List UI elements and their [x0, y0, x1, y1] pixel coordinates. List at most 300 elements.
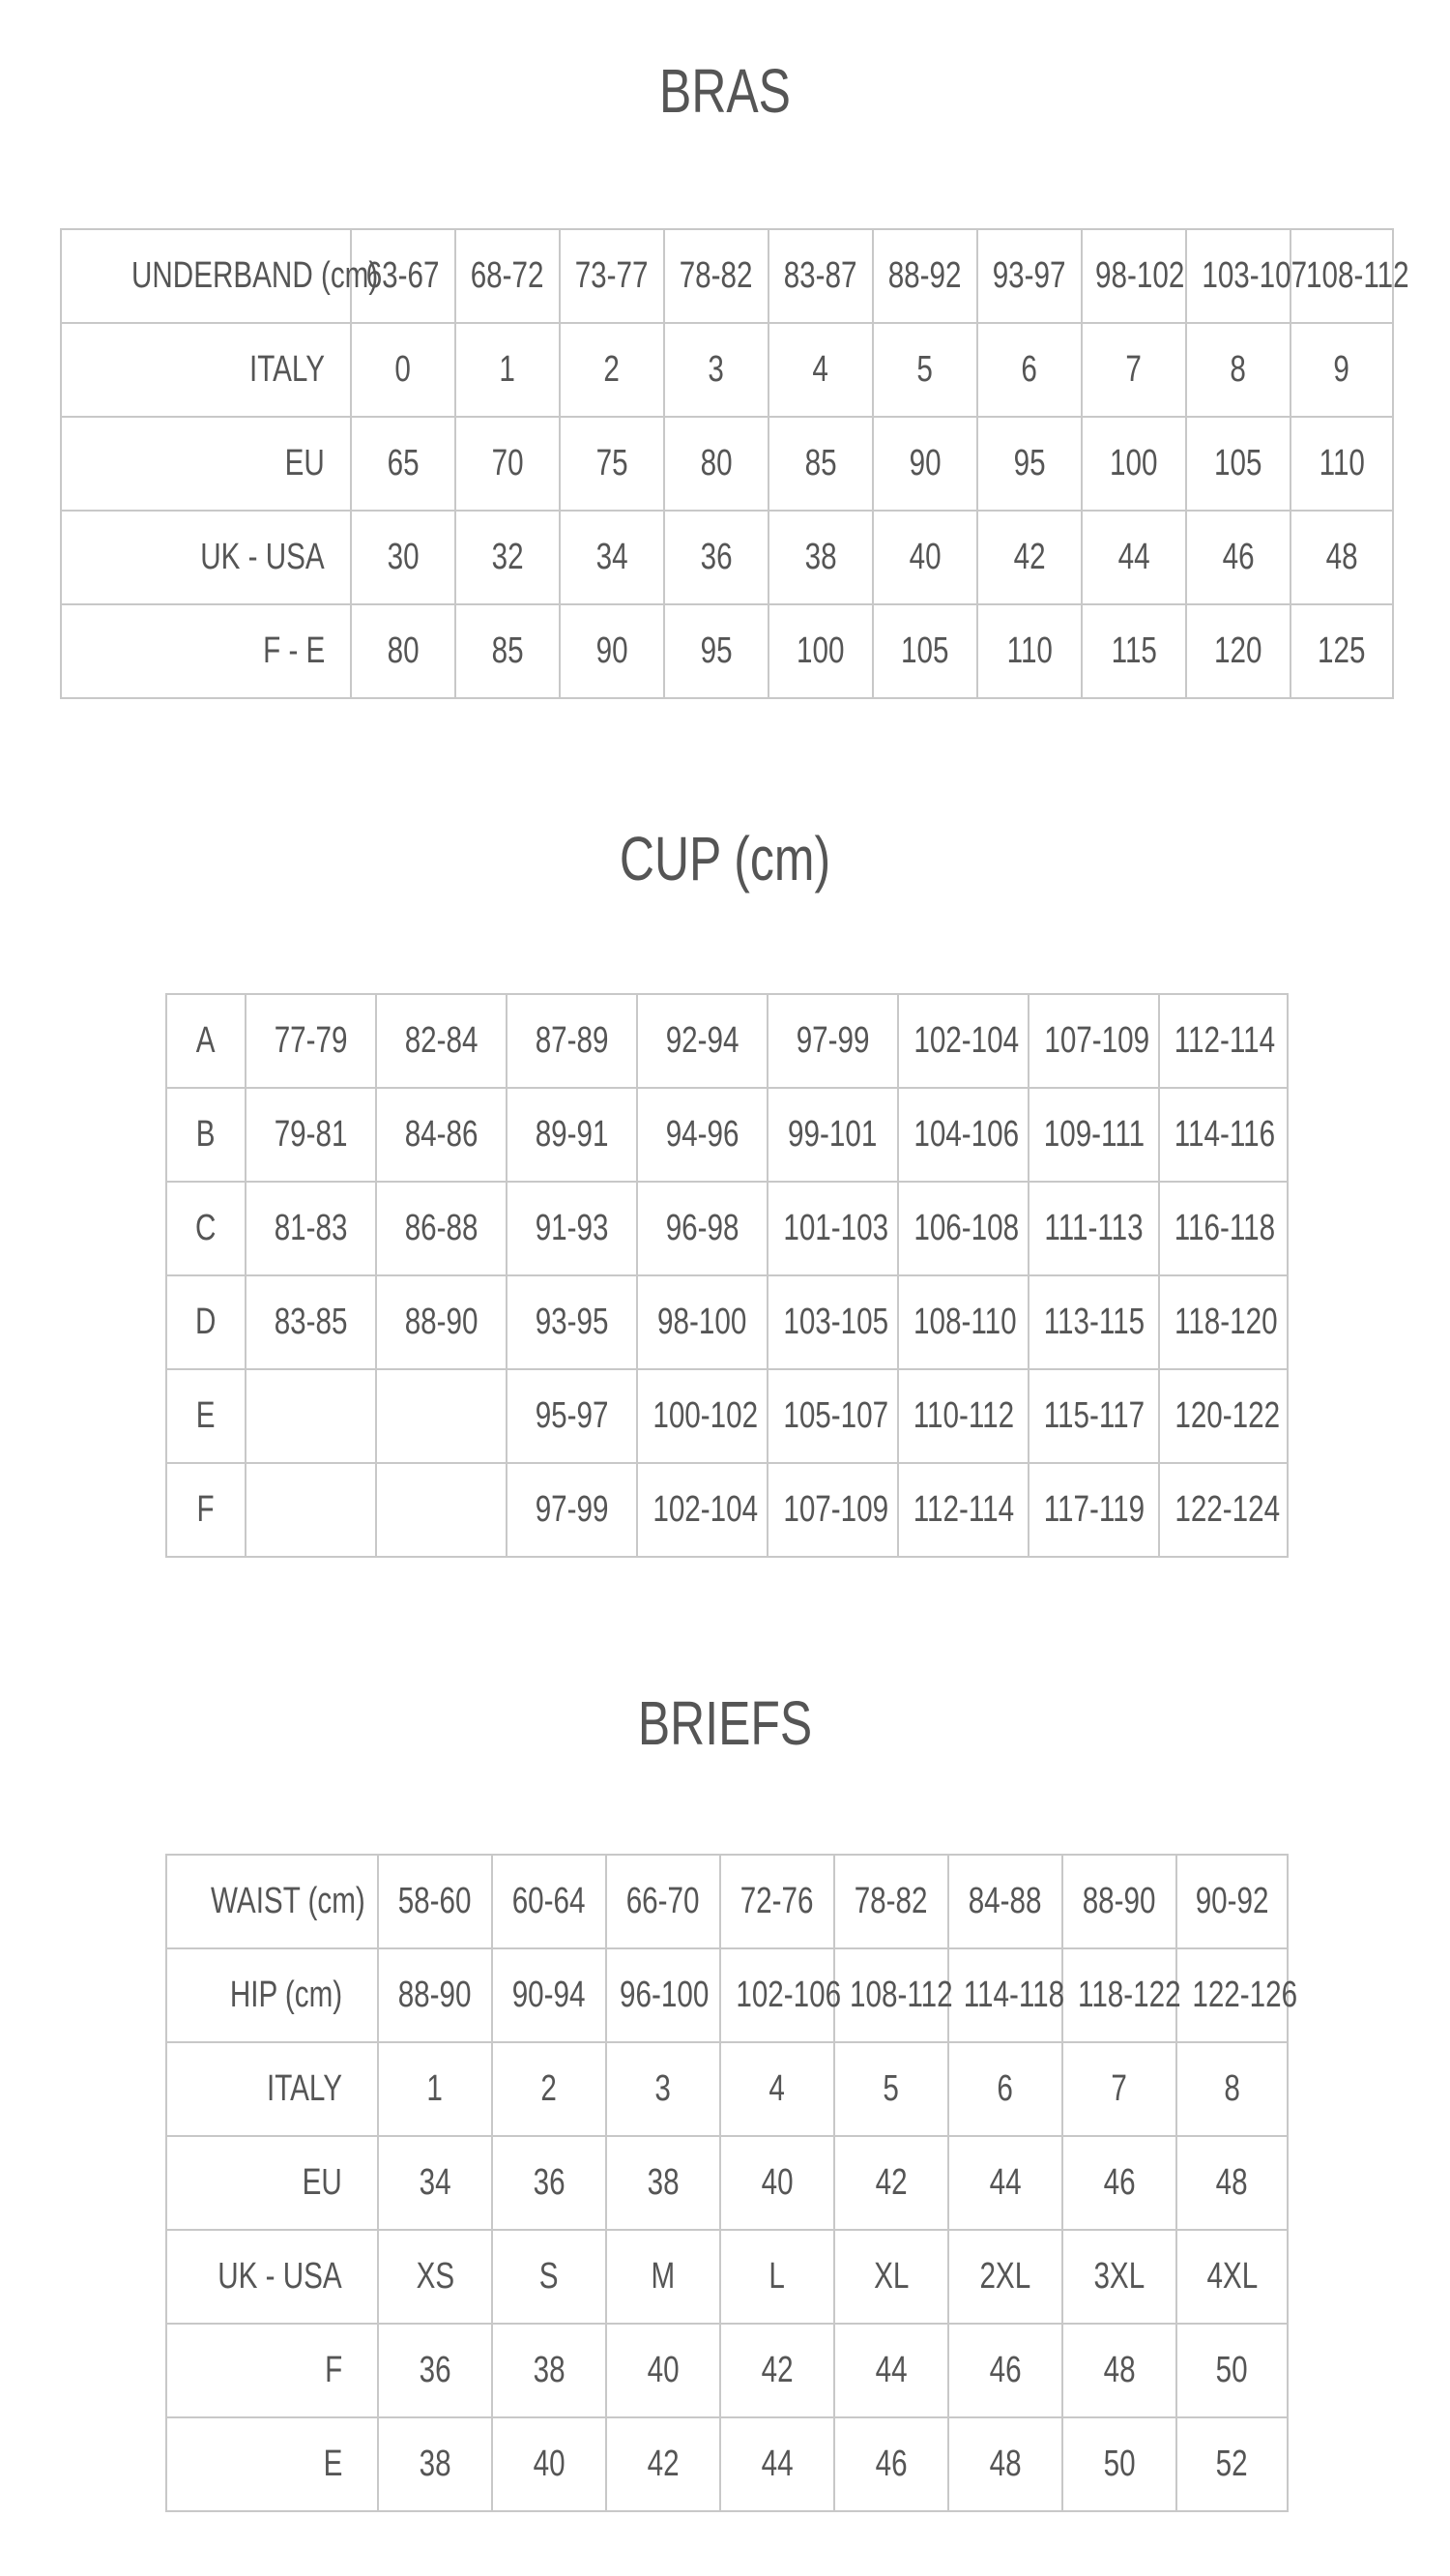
row-label: [166, 1369, 246, 1463]
table-cell-value: 50: [1103, 2444, 1136, 2484]
table-cell: [246, 1463, 376, 1557]
briefs-size-table: [165, 1854, 1298, 2512]
table-cell-value: 3: [654, 2068, 672, 2109]
table-cell-value: 111-113: [1044, 1208, 1144, 1248]
table-cell-value: 100-102: [652, 1395, 759, 1436]
table-cell-value: 80: [387, 630, 420, 671]
table-cell: [560, 604, 664, 698]
table-cell: [378, 1948, 492, 2042]
table-cell-value: 81-83: [274, 1208, 348, 1248]
table-cell-value: 63-67: [366, 255, 440, 296]
table-cell-value: 46: [1222, 537, 1255, 577]
table-cell: [664, 604, 768, 698]
table-cell: [1176, 1948, 1298, 2042]
table-cell: [898, 1088, 1029, 1182]
table-row: [166, 1855, 1288, 1948]
table-cell-value: 106-108: [914, 1208, 1020, 1248]
row-label: [166, 2230, 378, 2324]
table-row: [61, 417, 1393, 511]
table-row: [61, 604, 1393, 698]
table-cell: [492, 2136, 606, 2230]
table-cell: [977, 323, 1082, 417]
table-row: [166, 1463, 1288, 1557]
table-cell-value: 88-92: [888, 255, 962, 296]
table-cell: [1176, 2136, 1288, 2230]
table-cell-value: 34: [419, 2162, 451, 2203]
table-cell: [1159, 994, 1288, 1088]
table-cell-value: 46: [989, 2350, 1022, 2390]
table-cell: [1062, 2136, 1176, 2230]
table-cell: [1176, 2230, 1288, 2324]
table-cell-value: 84-86: [404, 1114, 478, 1155]
table-cell-value: 82-84: [404, 1020, 478, 1061]
table-cell-value: 86-88: [404, 1208, 478, 1248]
row-label: [61, 229, 379, 323]
table-row: [166, 1088, 1288, 1182]
table-cell: [376, 1369, 507, 1463]
table-cell-value: 101-103: [783, 1208, 889, 1248]
table-cell-value: 105: [1214, 443, 1262, 483]
table-cell: [1159, 1369, 1288, 1463]
table-cell: [1082, 417, 1186, 511]
table-cell: [898, 1369, 1029, 1463]
table-cell: [898, 1463, 1029, 1557]
table-cell: [560, 511, 664, 604]
table-cell: [768, 1275, 898, 1369]
table-cell: [664, 511, 768, 604]
table-cell-value: 109-111: [1043, 1114, 1146, 1155]
table-cell: [720, 2324, 834, 2417]
table-cell: [768, 1369, 898, 1463]
table-cell-value: 46: [1103, 2162, 1136, 2203]
table-cell: [720, 2136, 834, 2230]
table-cell-value: 78-82: [855, 1881, 928, 1921]
table-cell: [507, 1275, 637, 1369]
table-cell: [376, 1275, 507, 1369]
table-cell: [768, 511, 873, 604]
row-label-text: EU: [284, 443, 325, 483]
table-cell: [1290, 417, 1393, 511]
table-cell: [1290, 604, 1393, 698]
table-cell-value: 68-72: [471, 255, 544, 296]
table-cell: [720, 2230, 834, 2324]
table-cell: [720, 2417, 834, 2511]
table-cell: [898, 994, 1029, 1088]
table-cell-value: 32: [491, 537, 524, 577]
table-cell-value: 100: [797, 630, 845, 671]
table-cell-value: 8: [1224, 2068, 1240, 2109]
row-label-text: A: [196, 1020, 216, 1061]
row-label-text: B: [196, 1114, 216, 1155]
table-cell: [1062, 1948, 1181, 2042]
table-cell-value: 113-115: [1043, 1302, 1146, 1342]
briefs-title: BRIEFS: [637, 1688, 813, 1758]
table-cell-value: 107-109: [783, 1489, 889, 1530]
table-cell: [873, 604, 977, 698]
table-cell-value: 112-114: [913, 1489, 1015, 1530]
table-cell: [492, 2230, 606, 2324]
table-cell-value: 125: [1318, 630, 1366, 671]
table-cell-value: 66-70: [626, 1881, 700, 1921]
table-cell: [873, 229, 977, 323]
table-cell-value: 9: [1333, 349, 1350, 390]
row-label: [166, 1948, 378, 2042]
table-cell-value: 95-97: [535, 1395, 609, 1436]
row-label-text: UK - USA: [200, 537, 325, 577]
bras-title: BRAS: [659, 56, 791, 126]
table-cell-value: 83-87: [784, 255, 857, 296]
table-cell-value: 95: [700, 630, 733, 671]
row-label-text: C: [195, 1208, 217, 1248]
table-cell-value: 7: [1111, 2068, 1128, 2109]
row-label-text: E: [196, 1395, 216, 1436]
table-cell: [1186, 604, 1290, 698]
table-cell: [948, 2324, 1062, 2417]
table-cell: [948, 1855, 1062, 1948]
table-cell-value: 114-118: [963, 1975, 1065, 2015]
table-cell: [507, 1369, 637, 1463]
table-cell-value: 87-89: [535, 1020, 609, 1061]
row-label-text: E: [323, 2444, 342, 2484]
table-cell: [351, 511, 455, 604]
cup-title: CUP (cm): [619, 824, 831, 893]
table-cell-value: 118-120: [1174, 1302, 1278, 1342]
table-cell-value: 2: [540, 2068, 558, 2109]
table-cell-value: 90: [909, 443, 942, 483]
table-cell-value: 89-91: [535, 1114, 609, 1155]
table-cell-value: 52: [1216, 2444, 1248, 2484]
table-cell: [768, 1182, 898, 1275]
table-cell: [606, 2042, 720, 2136]
table-cell-value: 6: [997, 2068, 1014, 2109]
table-cell-value: 118-122: [1078, 1975, 1181, 2015]
table-cell-value: 38: [533, 2350, 566, 2390]
table-cell-value: 93-97: [993, 255, 1066, 296]
table-cell: [378, 2042, 492, 2136]
table-cell: [977, 511, 1082, 604]
row-label: [166, 1463, 246, 1557]
row-label-text: F - E: [262, 630, 325, 671]
table-cell-value: 108-110: [914, 1302, 1017, 1342]
table-cell: [834, 2324, 948, 2417]
table-cell: [637, 1275, 768, 1369]
bras-size-table: [60, 228, 1409, 699]
table-cell-value: 42: [761, 2350, 794, 2390]
table-cell-value: 94-96: [665, 1114, 740, 1155]
table-cell-value: 40: [533, 2444, 566, 2484]
table-row: [166, 1948, 1288, 2042]
table-cell-value: 97-99: [535, 1489, 609, 1530]
table-cell: [873, 511, 977, 604]
table-cell: [1062, 2324, 1176, 2417]
table-cell-value: 7: [1125, 349, 1143, 390]
table-cell-value: 100: [1110, 443, 1158, 483]
table-cell: [1176, 2417, 1288, 2511]
table-cell-value: 40: [909, 537, 942, 577]
cup-size-table: [165, 993, 1289, 1558]
table-cell: [1176, 2042, 1288, 2136]
table-cell-value: 58-60: [398, 1881, 472, 1921]
table-cell-value: 85: [491, 630, 524, 671]
table-cell: [637, 1369, 768, 1463]
table-row: [166, 1369, 1288, 1463]
table-cell-value: 4: [812, 349, 829, 390]
table-cell-value: XL: [873, 2256, 910, 2297]
table-cell: [376, 1088, 507, 1182]
table-cell-value: 105: [901, 630, 949, 671]
table-cell: [768, 1088, 898, 1182]
table-cell-value: 36: [419, 2350, 451, 2390]
table-cell-value: 91-93: [535, 1208, 609, 1248]
table-cell-value: 2: [603, 349, 621, 390]
table-cell: [637, 1463, 768, 1557]
table-cell: [834, 1948, 953, 2042]
table-cell-value: 80: [700, 443, 733, 483]
table-cell-value: 90-94: [512, 1975, 586, 2015]
table-cell-value: 0: [394, 349, 412, 390]
table-cell: [977, 417, 1082, 511]
table-cell-value: 2XL: [979, 2256, 1031, 2297]
row-label: [166, 1088, 246, 1182]
table-cell: [1176, 2324, 1288, 2417]
table-cell: [492, 2042, 606, 2136]
table-row: [166, 2324, 1288, 2417]
row-label-text: F: [196, 1489, 216, 1530]
table-cell: [720, 1948, 842, 2042]
row-label: [166, 1182, 246, 1275]
table-cell-value: 85: [804, 443, 837, 483]
table-cell-value: 112-114: [1174, 1020, 1276, 1061]
table-cell-value: 44: [989, 2162, 1022, 2203]
table-cell-value: 110: [1319, 443, 1365, 483]
table-cell-value: 44: [761, 2444, 794, 2484]
row-label: [166, 2324, 378, 2417]
row-label-text: UK - USA: [218, 2256, 342, 2297]
row-label-text: D: [195, 1302, 217, 1342]
row-label-text: F: [324, 2350, 342, 2390]
table-cell-value: 44: [875, 2350, 908, 2390]
table-cell: [637, 1088, 768, 1182]
table-cell: [664, 229, 768, 323]
table-cell: [560, 229, 664, 323]
table-row: [166, 1275, 1288, 1369]
table-cell-value: 38: [804, 537, 837, 577]
table-cell: [1290, 511, 1393, 604]
table-cell: [378, 2230, 492, 2324]
table-cell: [1290, 229, 1409, 323]
row-label: [166, 1855, 378, 1948]
table-cell: [1029, 1369, 1159, 1463]
table-cell-value: L: [768, 2256, 786, 2297]
table-cell-value: 42: [1013, 537, 1046, 577]
table-cell: [873, 323, 977, 417]
table-row: [166, 2417, 1288, 2511]
row-label: [166, 2417, 378, 2511]
table-cell: [898, 1182, 1029, 1275]
table-cell-value: 104-106: [914, 1114, 1020, 1155]
table-cell-value: 30: [387, 537, 420, 577]
table-cell: [768, 604, 873, 698]
table-cell: [376, 994, 507, 1088]
table-cell-value: 4: [768, 2068, 786, 2109]
table-cell: [768, 994, 898, 1088]
table-cell-value: 102-104: [652, 1489, 759, 1530]
row-label-text: WAIST (cm): [211, 1881, 365, 1921]
table-cell: [376, 1182, 507, 1275]
table-cell: [378, 1855, 492, 1948]
table-cell: [492, 2417, 606, 2511]
table-cell: [507, 1463, 637, 1557]
table-cell-value: 98-100: [657, 1302, 747, 1342]
table-cell-value: 102-104: [914, 1020, 1020, 1061]
table-cell: [1176, 1855, 1288, 1948]
table-cell-value: 42: [647, 2444, 680, 2484]
table-cell-value: 114-116: [1174, 1114, 1276, 1155]
table-cell-value: 1: [499, 349, 516, 390]
table-cell-value: 5: [916, 349, 934, 390]
table-cell: [455, 511, 560, 604]
table-cell: [1186, 323, 1290, 417]
table-cell: [948, 2417, 1062, 2511]
table-cell-value: 36: [533, 2162, 566, 2203]
table-cell-value: 122-124: [1174, 1489, 1281, 1530]
table-cell: [1159, 1088, 1288, 1182]
table-cell-value: 38: [419, 2444, 451, 2484]
row-label-text: HIP (cm): [229, 1975, 342, 2015]
table-cell: [720, 2042, 834, 2136]
table-cell-value: 60-64: [512, 1881, 586, 1921]
table-cell: [560, 323, 664, 417]
table-cell-value: 48: [1103, 2350, 1136, 2390]
table-cell-value: 120-122: [1174, 1395, 1281, 1436]
table-cell: [351, 604, 455, 698]
table-cell: [606, 2324, 720, 2417]
table-cell: [1062, 2417, 1176, 2511]
table-cell: [977, 604, 1082, 698]
table-cell: [507, 1088, 637, 1182]
table-cell-value: 108-112: [850, 1975, 953, 2015]
table-cell: [834, 2417, 948, 2511]
table-cell: [351, 417, 455, 511]
table-cell-value: 40: [761, 2162, 794, 2203]
table-cell-value: 92-94: [665, 1020, 740, 1061]
table-cell-value: 48: [1216, 2162, 1248, 2203]
table-cell: [1029, 994, 1159, 1088]
table-cell: [834, 2136, 948, 2230]
row-label: [166, 1275, 246, 1369]
table-cell: [1082, 229, 1186, 323]
table-row: [61, 511, 1393, 604]
table-cell: [1029, 1275, 1159, 1369]
table-cell-value: 4XL: [1206, 2256, 1258, 2297]
table-cell-value: S: [539, 2256, 559, 2297]
table-cell: [834, 2230, 948, 2324]
table-cell-value: 70: [491, 443, 524, 483]
table-cell-value: 122-126: [1192, 1975, 1298, 2015]
row-label: [61, 323, 351, 417]
table-row: [166, 2136, 1288, 2230]
table-cell: [1082, 604, 1186, 698]
table-cell-value: 65: [387, 443, 420, 483]
table-cell-value: 103-107: [1202, 255, 1308, 296]
table-cell: [246, 994, 376, 1088]
table-cell-value: 103-105: [783, 1302, 889, 1342]
table-cell-value: 96-100: [620, 1975, 710, 2015]
table-cell-value: 46: [875, 2444, 908, 2484]
table-cell-value: 98-102: [1095, 255, 1185, 296]
row-label: [61, 417, 351, 511]
table-cell: [768, 1463, 898, 1557]
table-cell: [378, 2324, 492, 2417]
table-cell-value: 83-85: [274, 1302, 348, 1342]
row-label: [61, 511, 351, 604]
table-cell-value: 73-77: [575, 255, 649, 296]
table-cell-value: 88-90: [404, 1302, 478, 1342]
table-cell: [606, 2230, 720, 2324]
table-cell-value: 3XL: [1093, 2256, 1146, 2297]
table-cell: [1290, 323, 1393, 417]
table-cell: [948, 2230, 1062, 2324]
table-cell: [606, 1855, 720, 1948]
table-cell-value: 90: [595, 630, 628, 671]
table-cell: [834, 2042, 948, 2136]
table-cell: [1029, 1088, 1159, 1182]
table-cell: [351, 229, 455, 323]
row-label: [61, 604, 351, 698]
table-cell-value: 97-99: [796, 1020, 870, 1061]
table-cell: [637, 1182, 768, 1275]
table-cell-value: 88-90: [1083, 1881, 1156, 1921]
table-cell-value: 93-95: [535, 1302, 609, 1342]
table-cell: [378, 2417, 492, 2511]
table-cell-value: 107-109: [1044, 1020, 1150, 1061]
table-cell: [948, 2042, 1062, 2136]
table-cell: [1029, 1182, 1159, 1275]
table-cell: [455, 323, 560, 417]
table-cell-value: 77-79: [274, 1020, 348, 1061]
table-cell: [492, 2324, 606, 2417]
table-cell: [246, 1369, 376, 1463]
table-cell: [768, 229, 873, 323]
table-cell: [492, 1855, 606, 1948]
table-cell-value: 75: [595, 443, 628, 483]
table-cell: [948, 1948, 1065, 2042]
table-cell-value: 5: [883, 2068, 900, 2109]
table-cell-value: 8: [1230, 349, 1247, 390]
table-cell: [246, 1088, 376, 1182]
table-cell: [246, 1182, 376, 1275]
table-cell: [455, 604, 560, 698]
row-label: [166, 2042, 378, 2136]
table-cell: [1159, 1275, 1288, 1369]
table-row: [166, 1182, 1288, 1275]
table-row: [61, 229, 1393, 323]
table-cell: [376, 1463, 507, 1557]
table-cell-value: 42: [875, 2162, 908, 2203]
table-cell: [606, 1948, 720, 2042]
row-label-text: ITALY: [249, 349, 325, 390]
row-label: [166, 2136, 378, 2230]
table-cell: [948, 2136, 1062, 2230]
table-cell-value: 6: [1021, 349, 1038, 390]
table-cell-value: 108-112: [1306, 255, 1409, 296]
table-row: [166, 994, 1288, 1088]
table-cell-value: 1: [426, 2068, 444, 2109]
table-cell: [1082, 511, 1186, 604]
table-cell: [720, 1855, 834, 1948]
table-cell: [606, 2417, 720, 2511]
table-cell: [1159, 1463, 1288, 1557]
